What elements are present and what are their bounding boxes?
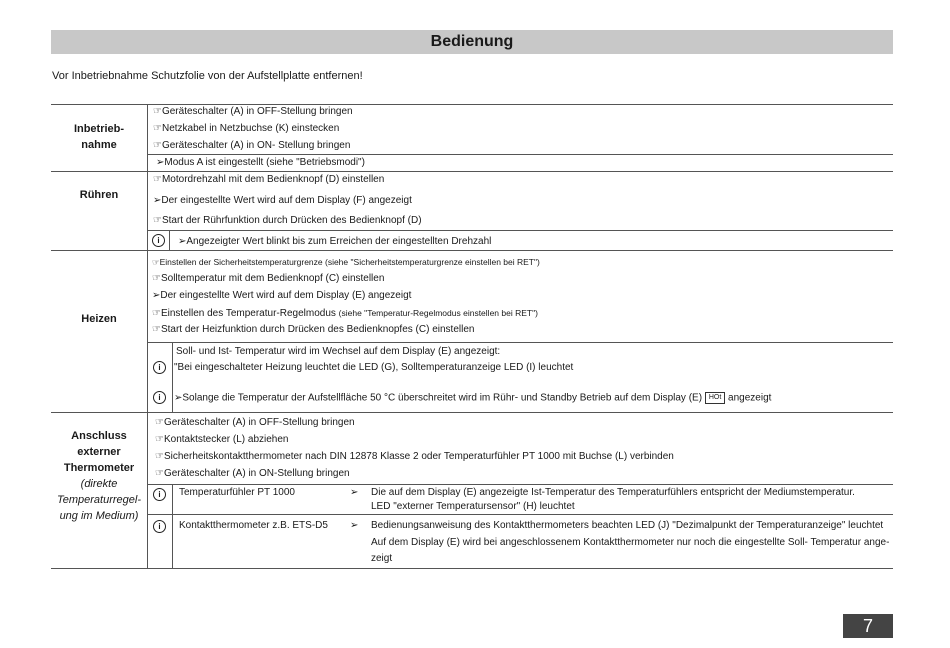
divider: [51, 568, 893, 569]
info-text: "Bei eingeschalteter Heizung leuchtet die LED (G), Solltemperaturanzeige LED (I) leuchtet: [174, 362, 574, 373]
sensor-info: Die auf dem Display (E) angezeigte Ist-Temperatur des Temperaturfühlers entspricht der Mediumstemperatur.: [371, 487, 855, 498]
sensor-name: Temperaturfühler PT 1000: [179, 487, 295, 498]
info-icon: i: [153, 488, 166, 501]
info-heading: Soll- und Ist- Temperatur wird im Wechsel auf dem Display (E) angezeigt:: [176, 346, 501, 357]
intro-text: Vor Inbetriebnahme Schutzfolie von der Aufstellplatte entfernen!: [52, 70, 363, 82]
list-item: ☞Einstellen des Temperatur-Regelmodus (siehe "Temperatur-Regelmodus einstellen bei RET"): [152, 308, 538, 319]
divider: [51, 104, 893, 105]
sensor-info: Bedienungsanweisung des Kontaktthermometers beachten LED (J) "Dezimalpunkt der Temperaturanzeige" leuchtet: [371, 520, 884, 531]
sensor-info: LED "externer Temperatursensor" (H) leuchtet: [371, 501, 575, 512]
info-icon: i: [153, 520, 166, 533]
list-item: ☞Start der Heizfunktion durch Drücken des Bedienknopfes (C) einstellen: [152, 324, 475, 335]
list-item: ☞Kontaktstecker (L) abziehen: [155, 434, 289, 445]
divider: [147, 484, 893, 485]
info-icon: i: [153, 391, 166, 404]
sensor-name: Kontaktthermometer z.B. ETS-D5: [179, 520, 328, 531]
column-divider: [147, 104, 148, 569]
list-item: ☞Motordrehzahl mit dem Bedienknopf (D) einstellen: [153, 174, 385, 185]
result-line: ➢Der eingestellte Wert wird auf dem Display (F) angezeigt: [153, 195, 412, 206]
result-line: ➢Modus A ist eingestellt (siehe "Betriebsmodi"): [156, 157, 365, 168]
divider: [147, 514, 893, 515]
section-label-heizen: Heizen: [81, 313, 117, 325]
section-label-ruehren: Rühren: [79, 189, 119, 201]
list-item: ☞Geräteschalter (A) in ON-Stellung bringen: [155, 468, 350, 479]
list-item: ☞Solltemperatur mit dem Bedienknopf (C) einstellen: [152, 273, 385, 284]
page-title: Bedienung: [51, 30, 893, 54]
list-item: ☞Einstellen der Sicherheitstemperaturgrenze (siehe "Sicherheitstemperaturgrenze einstellen bei RET"): [152, 257, 540, 267]
result-line: ➢Der eingestellte Wert wird auf dem Display (E) angezeigt: [152, 290, 412, 301]
divider: [147, 342, 893, 343]
divider: [147, 230, 893, 231]
sensor-info: Auf dem Display (E) wird bei angeschlossenem Kontaktthermometer nur noch die eingestellte Soll- Temperatur ange-: [371, 537, 890, 548]
column-divider: [172, 484, 173, 569]
divider: [51, 250, 893, 251]
list-item: ☞Geräteschalter (A) in OFF-Stellung bringen: [153, 106, 353, 117]
info-icon: i: [153, 361, 166, 374]
info-icon: i: [152, 234, 165, 247]
arrow-marker: ➢: [350, 520, 359, 531]
divider: [147, 154, 893, 155]
section-label-inbetriebnahme: Inbetrieb- nahme: [73, 123, 125, 151]
info-text: ➢Angezeigter Wert blinkt bis zum Erreichen der eingestellten Drehzahl: [178, 236, 492, 247]
divider: [51, 171, 893, 172]
info-text: ➢Solange die Temperatur der Aufstellfläche 50 °C überschreitet wird im Rühr- und Standby Betrieb auf dem Display (E) HOt angezeigt: [174, 392, 772, 404]
column-divider: [172, 342, 173, 412]
column-divider: [169, 230, 170, 250]
list-item: ☞Sicherheitskontaktthermometer nach DIN 12878 Klasse 2 oder Temperaturfühler PT 1000 mit Buchse (L) verbinden: [155, 451, 674, 462]
sensor-info: zeigt: [371, 553, 393, 564]
list-item: ☞Start der Rührfunktion durch Drücken des Bedienknopf (D): [153, 215, 422, 226]
divider: [51, 412, 893, 413]
list-item: ☞Geräteschalter (A) in OFF-Stellung bringen: [155, 417, 355, 428]
list-item: ☞Netzkabel in Netzbuchse (K) einstecken: [153, 123, 340, 134]
page-number: 7: [843, 614, 893, 638]
section-label-anschluss: Anschluss externer Thermometer (direkte Temperaturregel- ung im Medium): [57, 430, 141, 522]
arrow-marker: ➢: [350, 487, 359, 498]
list-item: ☞Geräteschalter (A) in ON- Stellung bringen: [153, 140, 351, 151]
hot-display-symbol: HOt: [705, 392, 725, 404]
